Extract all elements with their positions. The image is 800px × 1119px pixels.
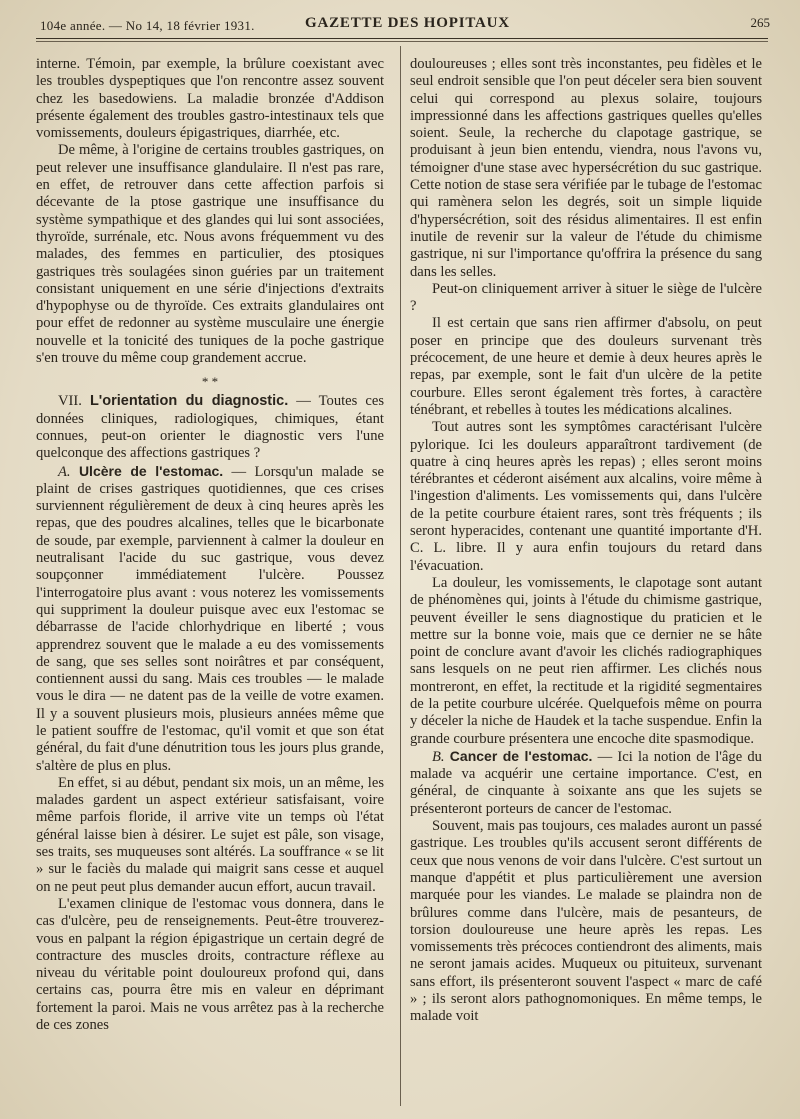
subsection-letter: A. [58,463,71,480]
subsection-heading: Cancer de l'estomac. [449,747,593,764]
header-rule-secondary [36,41,768,42]
paragraph: douloureuses ; elles sont très inconstantes, peu fidèles et le seul endroit sensible que l'on peut déceler sera bien souvent celui qui correspond au plexus solaire, toujours impressionné dans les affections gastriques quelles qu'elles soient. Seule, la recherche du clapotage gastrique, se produisant à jeun bien entendu, viendra, nous l'avons vu, témoigner d'une stase avec hypersécrétion du suc gastrique. Cette notion de stase sera vérifiée par le tubage de l'estomac qui ramènera selon les degrés, soit un simple liquide d'hypersécrétion, soit des résidus alimentaires. Il est enfin inutile de revenir sur la valeur de l'étude du chimisme gastrique, ni sur l'importance qu'offrira la présence du sang dans les selles. [410,56,762,280]
paragraph-text: — Toutes ces données cliniques, radiologiques, chimiques, étant connues, peut-on orienter le diagnostic vers l'une quelconque des affections gastriques ? [36,393,384,462]
header-rule [36,38,768,39]
section-paragraph [36,393,384,462]
section-heading: L'orientation du diagnostic. [89,393,289,410]
section-separator: * * [201,374,219,390]
subsection-heading: Ulcère de l'estomac. [78,462,224,479]
paragraph: En effet, si au début, pendant six mois, un an même, les malades gardent un aspect extérieur satisfaisant, voire même parfois floride, il arrive vite un temps où l'état général laisse bien à désirer. Le sujet est pâle, son visage, ses traits, ses muqueuses sont altérés. La souffrance « se lit » sur le faciès du malade qui maigrit sans cesse et auquel on ne peut peut plus demander aucun effort, aucun travail. [36,774,384,895]
paragraph-text: — Ici la notion de l'âge du malade va acquérir une certaine importance. C'est, en général, de cinquante à soixante ans que les sujets se présenteront porteurs de cancer de l'estomac. [410,748,762,817]
subsection-paragraph [410,748,762,818]
page-header [40,12,770,36]
paragraph: L'examen clinique de l'estomac vous donnera, dans le cas d'ulcère, peu de renseignements. Peut-être trouverez-vous en palpant la région épigastrique un certain degré de contracture des muscles droits, contracture réflexe au niveau du véritable point douloureux profond qui, dans certains cas, pourra être mis en valeur en déprimant fortement la paroi. Mais ne vous arrêtez pas à la recherche de ces zones [36,895,384,1034]
column-divider [400,46,401,1106]
subsection-paragraph [36,463,384,775]
section-number: VII. [58,393,82,410]
journal-title: GAZETTE DES HOPITAUX [305,15,510,31]
paragraph-text: — Lorsqu'un malade se plaint de crises gastriques quotidiennes, que ces crises surviennent régulièrement de deux à cinq heures après les repas, que des poudres alcalines, telles que le bicarbonate de soude, par exemple, parviennent à calmer la douleur en neutralisant l'acide du suc gastrique, vous devez soupçonner immédiatement l'ulcère. Poussez l'interrogatoire plus avant : vous noterez les vomissements qui suppriment la douleur puisque avec eux l'estomac se débarrasse de l'acide chlorhydrique en liberté ; vous apprendrez souvent que le malade a eu des vomissements de sang, que ses selles sont noirâtres et par conséquent, contiennent aussi du sang. Mais ces troubles — le malade vous le dira — ne datent pas de la veille de votre examen. Il y a souvent plusieurs mois, plusieurs années même que le patient souffre de l'estomac, qu'il vomit et que son état général, du fait d'une dénutrition tous les jours plus grande, s'altère de plus en plus. [36,463,385,774]
page-number: 265 [750,15,770,30]
left-column [36,56,384,1034]
right-column [410,56,762,1026]
paragraph: interne. Témoin, par exemple, la brûlure coexistant avec les troubles dyspeptiques que l'on rencontre assez souvent chez les basedowiens. La maladie bronzée d'Addison présente également des troubles gastro-intestinaux tels que vomissements, douleurs épigastriques, diarrhée, etc. [36,56,384,142]
paragraph: Souvent, mais pas toujours, ces malades auront un passé gastrique. Les troubles qu'ils accusent seront différents de ceux que nous venons de voir dans l'ulcère. C'est surtout un manque d'appétit et plus particulièrement une aversion marquée pour les viandes. Le malade se plaindra non de brûlures comme dans l'ulcère, mais de pesanteurs, de torsion douloureuse une heure après les repas. Les vomissements très précoces contiendront des aliments, mais ne seront jamais acides. Muqueux ou pituiteux, survenant sans effort, ils présenteront souvent l'aspect « marc de café » ; ils seront alors pathognomoniques. En même temps, le malade voit [410,818,762,1025]
paragraph: Tout autres sont les symptômes caractérisant l'ulcère pylorique. Ici les douleurs apparaîtront tardivement (de quatre à cinq heures après les repas) ; elles seront moins térébrantes et céderont aisément aux alcalins, voire même à l'ingestion d'aliments. Les vomissements qui, dans l'ulcère de la petite courbure étaient rares, sont très fréquents ; ils seront hyperacides, contenant une quantité importante d'H. C. L. libre. Il y aura enfin toujours du retard dans l'évacuation. [410,419,762,574]
paragraph: De même, à l'origine de certains troubles gastriques, on peut relever une insuffisance glandulaire. Il n'est pas rare, en effet, de retrouver dans cette affection parfois si décevante de la ptose gastrique une insuffisance du système sympathique et des glandes qui lui sont associées, thyroïde, surrénale, etc. Nous avons fréquemment vu des malades, des femmes en particulier, des ptosiques gastriques très soulagées sinon guéries par un traitement consistant uniquement en une série d'injections d'extraits d'hypophyse ou de thyroïde. Ces extraits glandulaires ont pour effet de redonner au système musculaire une énergie nouvelle et la tonicité des tuniques de la poche gastrique s'en trouve du même coup grandement accrue. [36,142,384,367]
paragraph: Peut-on cliniquement arriver à situer le siège de l'ulcère ? [410,280,762,315]
paragraph: La douleur, les vomissements, le clapotage sont autant de phénomènes qui, joints à l'étude du chimisme gastrique, peuvent éveiller le sens diagnostique du praticien et le mettre sur la bonne voie, mais que ce dernier ne se hâte point de conclure avant d'avoir les clichés radiographiques sans lesquels on ne peut rien affirmer. Les clichés nous montreront, en effet, la rectitude et la rigidité segmentaires de la petite courbure ulcérée. Quelquefois même on pourra y déceler la niche de Haudek et la tache suspendue. Enfin la grande courbure présentera une encoche dite spasmodique. [410,574,762,747]
subsection-letter: B. [432,748,445,765]
paragraph: Il est certain que sans rien affirmer d'absolu, on peut poser en principe que des douleurs survenant très précocement, de une heure et demie à deux heures après le repas, par exemple, sont le fait d'un ulcère de la petite courbure. Elles seront également très fortes, à caractère ténébrant, et rebelles à toutes les médications alcalines. [410,315,762,418]
issue-info: 104e année. — No 14, 18 février 1931. [40,18,255,33]
